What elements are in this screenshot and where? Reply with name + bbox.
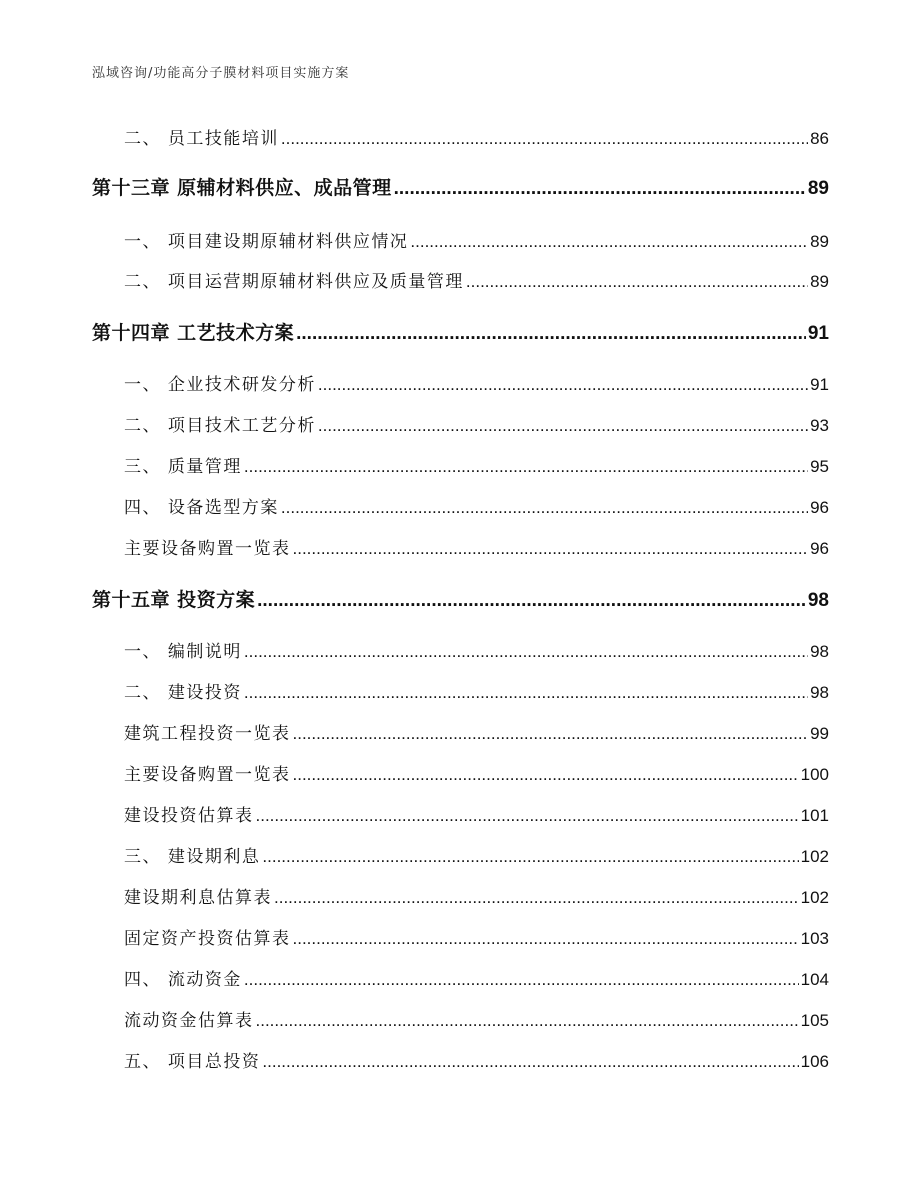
toc-entry-label: 流动资金估算表	[124, 1011, 254, 1031]
toc-leader-dots	[244, 683, 808, 703]
toc-leader-dots	[281, 129, 808, 149]
toc-entry-label: 第十三章 原辅材料供应、成品管理	[92, 177, 392, 199]
toc-leader-dots	[244, 970, 799, 990]
toc-leader-dots	[318, 375, 808, 395]
toc-entry-label: 主要设备购置一览表	[124, 765, 291, 785]
toc-entry-page: 86	[810, 129, 829, 148]
toc-chapter-entry[interactable]	[92, 585, 829, 612]
toc-entry[interactable]	[124, 227, 829, 252]
toc-entry-label: 二、 项目技术工艺分析	[124, 416, 316, 436]
toc-leader-dots	[262, 847, 798, 867]
toc-leader-dots	[257, 590, 806, 612]
toc-entry-label: 三、 建设期利息	[124, 847, 261, 867]
toc-entry-page: 102	[800, 847, 829, 866]
toc-entry-page: 102	[800, 888, 829, 907]
toc-entry[interactable]	[124, 883, 829, 908]
toc-leader-dots	[293, 929, 799, 949]
toc-leader-dots	[394, 178, 806, 200]
toc-entry[interactable]	[124, 719, 829, 744]
toc-entry-page: 95	[810, 457, 829, 476]
toc-leader-dots	[256, 806, 799, 826]
toc-leader-dots	[281, 498, 808, 518]
toc-entry-label: 固定资产投资估算表	[124, 929, 291, 949]
toc-entry[interactable]	[124, 760, 829, 785]
toc-entry[interactable]	[124, 1047, 829, 1072]
toc-leader-dots	[244, 457, 808, 477]
toc-entry-label: 二、 员工技能培训	[124, 129, 279, 149]
toc-leader-dots	[293, 765, 799, 785]
toc-entry[interactable]	[124, 924, 829, 949]
toc-leader-dots	[274, 888, 799, 908]
toc-leader-dots	[244, 642, 808, 662]
toc-entry-page: 106	[800, 1052, 829, 1071]
toc-entry-page: 89	[810, 272, 829, 291]
toc-leader-dots	[466, 272, 808, 292]
toc-entry[interactable]	[124, 267, 829, 292]
toc-entry-label: 第十五章 投资方案	[92, 589, 256, 611]
toc-entry[interactable]	[124, 965, 829, 990]
toc-leader-dots	[296, 323, 806, 345]
toc-entry[interactable]	[124, 493, 829, 518]
toc-entry-page: 99	[810, 724, 829, 743]
toc-leader-dots	[318, 416, 808, 436]
toc-entry-label: 建设期利息估算表	[124, 888, 272, 908]
toc-entry-page: 101	[800, 806, 829, 825]
toc-entry-page: 98	[810, 683, 829, 702]
toc-entry-label: 主要设备购置一览表	[124, 539, 291, 559]
toc-entry-label: 建筑工程投资一览表	[124, 724, 291, 744]
toc-entry-page: 89	[810, 232, 829, 251]
toc-chapter-entry[interactable]	[92, 318, 829, 345]
toc-entry-page: 100	[800, 765, 829, 784]
toc-entry-label: 第十四章 工艺技术方案	[92, 322, 295, 344]
toc-entry-page: 98	[807, 590, 829, 611]
toc-entry[interactable]	[124, 801, 829, 826]
toc-leader-dots	[293, 724, 809, 744]
toc-entry-page: 89	[807, 178, 829, 199]
toc-entry-label: 一、 编制说明	[124, 642, 242, 662]
toc-entry-label: 五、 项目总投资	[124, 1052, 261, 1072]
document-header: 泓域咨询/功能高分子膜材料项目实施方案	[92, 66, 350, 81]
toc-entry[interactable]	[124, 842, 829, 867]
toc-entry-label: 二、 建设投资	[124, 683, 242, 703]
toc-entry-page: 96	[810, 498, 829, 517]
toc-entry-page: 91	[810, 375, 829, 394]
toc-entry[interactable]	[124, 452, 829, 477]
toc-leader-dots	[410, 232, 808, 252]
toc-entry-page: 105	[800, 1011, 829, 1030]
toc-entry-label: 二、 项目运营期原辅材料供应及质量管理	[124, 272, 464, 292]
toc-entry[interactable]	[124, 637, 829, 662]
toc-entry-page: 103	[800, 929, 829, 948]
toc-entry[interactable]	[124, 411, 829, 436]
toc-entry-page: 104	[800, 970, 829, 989]
toc-leader-dots	[293, 539, 809, 559]
toc-entry-label: 建设投资估算表	[124, 806, 254, 826]
toc-entry-page: 91	[807, 323, 829, 344]
toc-entry[interactable]	[124, 678, 829, 703]
toc-entry[interactable]	[124, 1006, 829, 1031]
toc-entry-page: 96	[810, 539, 829, 558]
toc-entry-label: 三、 质量管理	[124, 457, 242, 477]
toc-entry[interactable]	[124, 124, 829, 149]
toc-entry-label: 一、 项目建设期原辅材料供应情况	[124, 232, 409, 252]
toc-leader-dots	[262, 1052, 798, 1072]
toc-entry-page: 93	[810, 416, 829, 435]
toc-entry-page: 98	[810, 642, 829, 661]
toc-entry-label: 一、 企业技术研发分析	[124, 375, 316, 395]
toc-leader-dots	[256, 1011, 799, 1031]
toc-entry[interactable]	[124, 534, 829, 559]
toc-entry-label: 四、 流动资金	[124, 970, 242, 990]
toc-entry[interactable]	[124, 370, 829, 395]
toc-entry-label: 四、 设备选型方案	[124, 498, 279, 518]
toc-chapter-entry[interactable]	[92, 173, 829, 200]
